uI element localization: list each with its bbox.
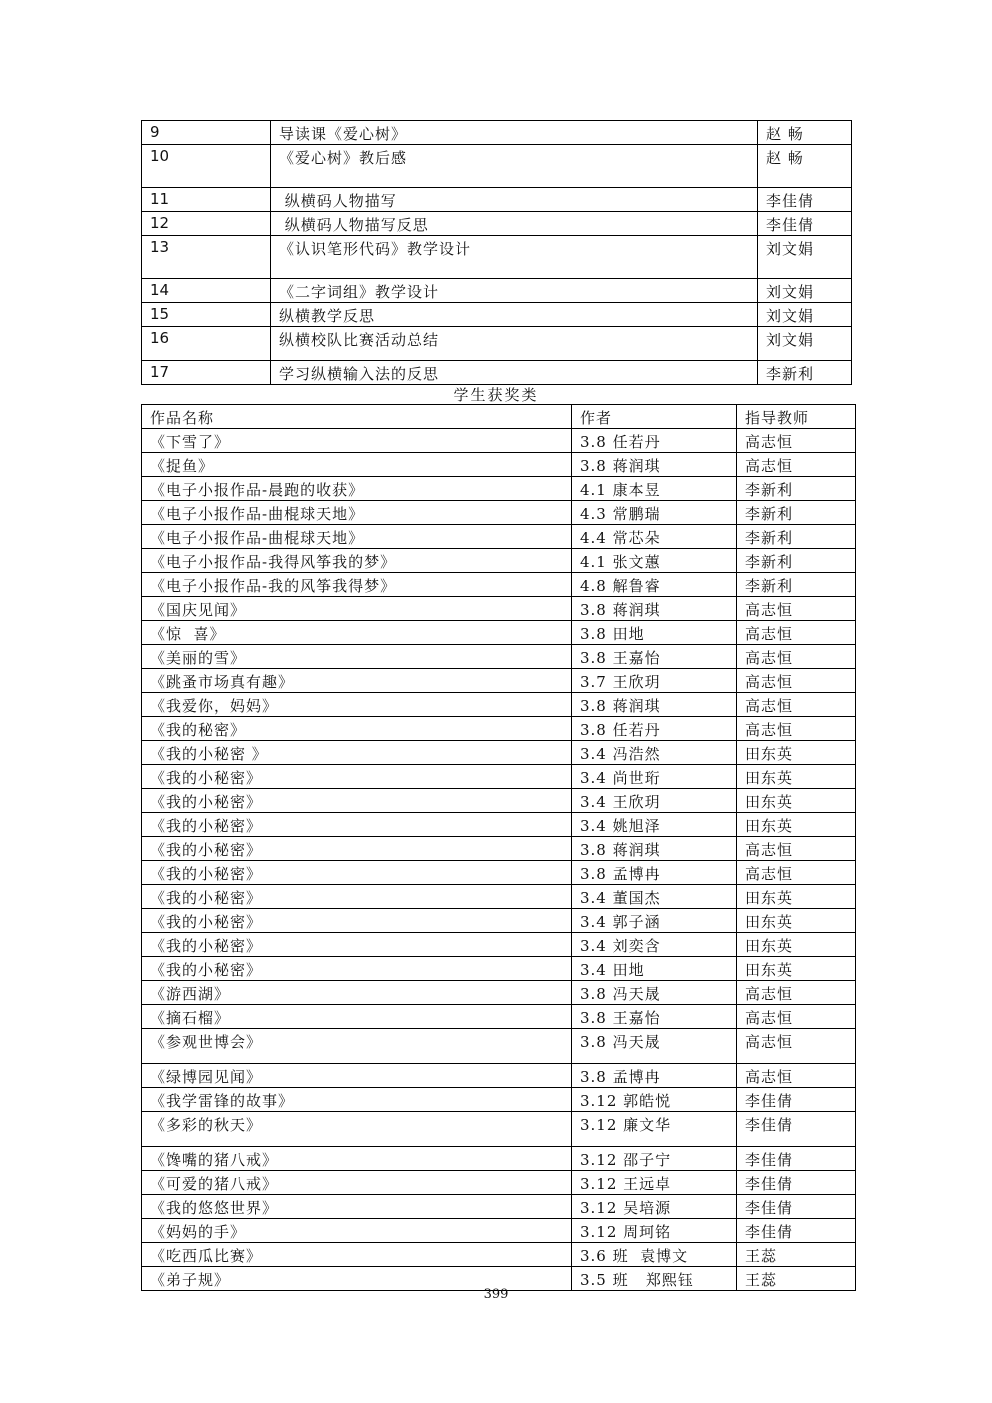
- instructor: 李佳倩: [737, 1171, 856, 1195]
- instructor: 高志恒: [737, 1064, 856, 1088]
- work-title: 《我的秘密》: [142, 717, 572, 741]
- table-row: [142, 861, 856, 885]
- row-number: 17: [142, 361, 271, 385]
- author: 刘文娟: [758, 279, 852, 303]
- instructor: 田东英: [737, 885, 856, 909]
- work-title: 《我的小秘密》: [142, 885, 572, 909]
- student-author: 3.4 田地: [572, 957, 737, 981]
- column-header-teacher: 指导教师: [737, 405, 856, 429]
- table-row: [142, 813, 856, 837]
- table-row: [142, 741, 856, 765]
- work-title: 学习纵横输入法的反思: [271, 361, 758, 385]
- work-title: 《我的小秘密 》: [142, 741, 572, 765]
- row-number: 10: [142, 145, 271, 188]
- table-row: [142, 361, 852, 385]
- table-row: [142, 621, 856, 645]
- section-title: 学生获奖类: [453, 386, 539, 404]
- work-title: 《我的小秘密》: [142, 813, 572, 837]
- author: 李佳倩: [758, 188, 852, 212]
- student-author: 3.8 任若丹: [572, 717, 737, 741]
- table-row: [142, 1219, 856, 1243]
- work-title: 《我的小秘密》: [142, 861, 572, 885]
- table-row: [142, 429, 856, 453]
- instructor: 高志恒: [737, 597, 856, 621]
- student-author: 3.4 姚旭泽: [572, 813, 737, 837]
- instructor: 田东英: [737, 957, 856, 981]
- student-author: 3.6 班 袁博文: [572, 1243, 737, 1267]
- student-author: 4.1 康本昱: [572, 477, 737, 501]
- work-title: 《下雪了》: [142, 429, 572, 453]
- student-author: 4.8 解鲁睿: [572, 573, 737, 597]
- table-row: [142, 885, 856, 909]
- instructor: 高志恒: [737, 669, 856, 693]
- table-row: [142, 279, 852, 303]
- instructor: 田东英: [737, 765, 856, 789]
- author: 李佳倩: [758, 212, 852, 236]
- student-author: 4.4 常芯朵: [572, 525, 737, 549]
- table-row: [142, 525, 856, 549]
- table-row: [142, 212, 852, 236]
- instructor: 高志恒: [737, 621, 856, 645]
- table-row: [142, 693, 856, 717]
- table-row: [142, 327, 852, 361]
- work-title: 《美丽的雪》: [142, 645, 572, 669]
- instructor: 高志恒: [737, 645, 856, 669]
- student-author: 3.8 冯天晟: [572, 981, 737, 1005]
- work-title: 《电子小报作品-晨跑的收获》: [142, 477, 572, 501]
- work-title: 《多彩的秋天》: [142, 1112, 572, 1147]
- table-row: [142, 789, 856, 813]
- author: 李新利: [758, 361, 852, 385]
- table-row: [142, 549, 856, 573]
- work-title: 《弟子规》: [142, 1267, 572, 1291]
- table-row: [142, 453, 856, 477]
- work-title: 《惊 喜》: [142, 621, 572, 645]
- work-title: 《认识笔形代码》教学设计: [271, 236, 758, 279]
- table-row: [142, 1147, 856, 1171]
- student-author: 3.4 尚世珩: [572, 765, 737, 789]
- instructor: 高志恒: [737, 717, 856, 741]
- student-author: 3.4 冯浩然: [572, 741, 737, 765]
- student-author: 3.8 孟博冉: [572, 1064, 737, 1088]
- work-title: 《我的小秘密》: [142, 765, 572, 789]
- instructor: 高志恒: [737, 837, 856, 861]
- author: 刘文娟: [758, 303, 852, 327]
- author: 刘文娟: [758, 327, 852, 361]
- student-author: 3.12 周珂铭: [572, 1219, 737, 1243]
- table-row: [142, 1005, 856, 1029]
- work-title: 《电子小报作品-我得风筝我的梦》: [142, 549, 572, 573]
- row-number: 9: [142, 121, 271, 145]
- student-author: 3.8 蒋润琪: [572, 597, 737, 621]
- instructor: 高志恒: [737, 693, 856, 717]
- instructor: 李佳倩: [737, 1195, 856, 1219]
- work-title: 《我的小秘密》: [142, 933, 572, 957]
- column-header-work: 作品名称: [142, 405, 572, 429]
- student-author: 4.1 张文蕙: [572, 549, 737, 573]
- work-title: 《电子小报作品-曲棍球天地》: [142, 525, 572, 549]
- work-title: 《绿博园见闻》: [142, 1064, 572, 1088]
- author: 刘文娟: [758, 236, 852, 279]
- instructor: 李新利: [737, 477, 856, 501]
- work-title: 《我的小秘密》: [142, 837, 572, 861]
- work-title: 纵横校队比赛活动总结: [271, 327, 758, 361]
- instructor: 李新利: [737, 525, 856, 549]
- table-row: [142, 145, 852, 188]
- work-title: 《可爱的猪八戒》: [142, 1171, 572, 1195]
- table-row: [142, 303, 852, 327]
- instructor: 高志恒: [737, 429, 856, 453]
- student-author: 3.12 吴培源: [572, 1195, 737, 1219]
- student-author: 3.12 王远卓: [572, 1171, 737, 1195]
- work-title: 《我的小秘密》: [142, 789, 572, 813]
- table-row: [142, 765, 856, 789]
- student-author: 3.8 田地: [572, 621, 737, 645]
- table-row: [142, 1171, 856, 1195]
- student-author: 3.8 任若丹: [572, 429, 737, 453]
- instructor: 高志恒: [737, 1005, 856, 1029]
- work-title: 《电子小报作品-曲棍球天地》: [142, 501, 572, 525]
- student-author: 3.8 蒋润琪: [572, 693, 737, 717]
- instructor: 田东英: [737, 909, 856, 933]
- row-number: 15: [142, 303, 271, 327]
- table-row: [142, 1064, 856, 1088]
- column-header-author: 作者: [572, 405, 737, 429]
- student-author: 3.8 冯天晟: [572, 1029, 737, 1064]
- work-title: 《馋嘴的猪八戒》: [142, 1147, 572, 1171]
- table-row: [142, 717, 856, 741]
- student-awards-table: [141, 404, 856, 1291]
- student-author: 3.4 王欣玥: [572, 789, 737, 813]
- table-row: [142, 1112, 856, 1147]
- instructor: 李新利: [737, 549, 856, 573]
- work-title: 《我的悠悠世界》: [142, 1195, 572, 1219]
- table-row: [142, 477, 856, 501]
- work-title: 《我的小秘密》: [142, 957, 572, 981]
- student-author: 3.8 王嘉怡: [572, 1005, 737, 1029]
- instructor: 高志恒: [737, 453, 856, 477]
- table-row: [142, 236, 852, 279]
- instructor: 李新利: [737, 501, 856, 525]
- instructor: 王蕊: [737, 1267, 856, 1291]
- student-author: 3.12 廉文华: [572, 1112, 737, 1147]
- work-title: 《二字词组》教学设计: [271, 279, 758, 303]
- table-row: [142, 981, 856, 1005]
- instructor: 田东英: [737, 933, 856, 957]
- instructor: 田东英: [737, 741, 856, 765]
- author: 赵 畅: [758, 121, 852, 145]
- row-number: 16: [142, 327, 271, 361]
- instructor: 田东英: [737, 813, 856, 837]
- table-row: [142, 837, 856, 861]
- page-number: 399: [483, 1287, 509, 1302]
- student-author: 3.8 蒋润琪: [572, 837, 737, 861]
- table-row: [142, 121, 852, 145]
- student-author: 3.7 王欣玥: [572, 669, 737, 693]
- student-author: 3.8 王嘉怡: [572, 645, 737, 669]
- work-title: 《跳蚤市场真有趣》: [142, 669, 572, 693]
- student-author: 3.12 郭皓悦: [572, 1088, 737, 1112]
- instructor: 田东英: [737, 789, 856, 813]
- work-title: 《参观世博会》: [142, 1029, 572, 1064]
- work-title: 《游西湖》: [142, 981, 572, 1005]
- student-author: 3.8 孟博冉: [572, 861, 737, 885]
- work-title: 《国庆见闻》: [142, 597, 572, 621]
- teacher-works-table: [141, 120, 852, 385]
- instructor: 李佳倩: [737, 1147, 856, 1171]
- instructor: 李佳倩: [737, 1088, 856, 1112]
- work-title: 《爱心树》教后感: [271, 145, 758, 188]
- student-author: 3.4 刘奕含: [572, 933, 737, 957]
- work-title: 《捉鱼》: [142, 453, 572, 477]
- work-title: 纵横教学反思: [271, 303, 758, 327]
- table-row: [142, 957, 856, 981]
- student-author: 3.12 邵子宁: [572, 1147, 737, 1171]
- instructor: 高志恒: [737, 861, 856, 885]
- work-title: 《吃西瓜比赛》: [142, 1243, 572, 1267]
- work-title: 《我的小秘密》: [142, 909, 572, 933]
- work-title: 《妈妈的手》: [142, 1219, 572, 1243]
- table-row: [142, 573, 856, 597]
- table-row: [142, 1029, 856, 1064]
- student-author: 4.3 常鹏瑞: [572, 501, 737, 525]
- instructor: 王蕊: [737, 1243, 856, 1267]
- work-title: 《我学雷锋的故事》: [142, 1088, 572, 1112]
- table-row: [142, 501, 856, 525]
- student-author: 3.4 郭子涵: [572, 909, 737, 933]
- table-row: [142, 1195, 856, 1219]
- table-row: [142, 909, 856, 933]
- table-row: [142, 933, 856, 957]
- student-author: 3.5 班 郑熙钰: [572, 1267, 737, 1291]
- instructor: 高志恒: [737, 981, 856, 1005]
- row-number: 12: [142, 212, 271, 236]
- work-title: 《摘石榴》: [142, 1005, 572, 1029]
- work-title: 《电子小报作品-我的风筝我得梦》: [142, 573, 572, 597]
- table-row: [142, 1088, 856, 1112]
- instructor: 李佳倩: [737, 1112, 856, 1147]
- table-header-row: [142, 405, 856, 429]
- instructor: 李新利: [737, 573, 856, 597]
- work-title: 《我爱你，妈妈》: [142, 693, 572, 717]
- work-title: 导读课《爱心树》: [271, 121, 758, 145]
- row-number: 14: [142, 279, 271, 303]
- student-author: 3.4 董国杰: [572, 885, 737, 909]
- table-row: [142, 188, 852, 212]
- author: 赵 畅: [758, 145, 852, 188]
- student-author: 3.8 蒋润琪: [572, 453, 737, 477]
- row-number: 13: [142, 236, 271, 279]
- student-awards-body: [142, 429, 856, 1291]
- work-title: 纵横码人物描写反思: [271, 212, 758, 236]
- table-row: [142, 1243, 856, 1267]
- table-row: [142, 645, 856, 669]
- instructor: 李佳倩: [737, 1219, 856, 1243]
- instructor: 高志恒: [737, 1029, 856, 1064]
- table-row: [142, 669, 856, 693]
- work-title: 纵横码人物描写: [271, 188, 758, 212]
- table-row: [142, 597, 856, 621]
- row-number: 11: [142, 188, 271, 212]
